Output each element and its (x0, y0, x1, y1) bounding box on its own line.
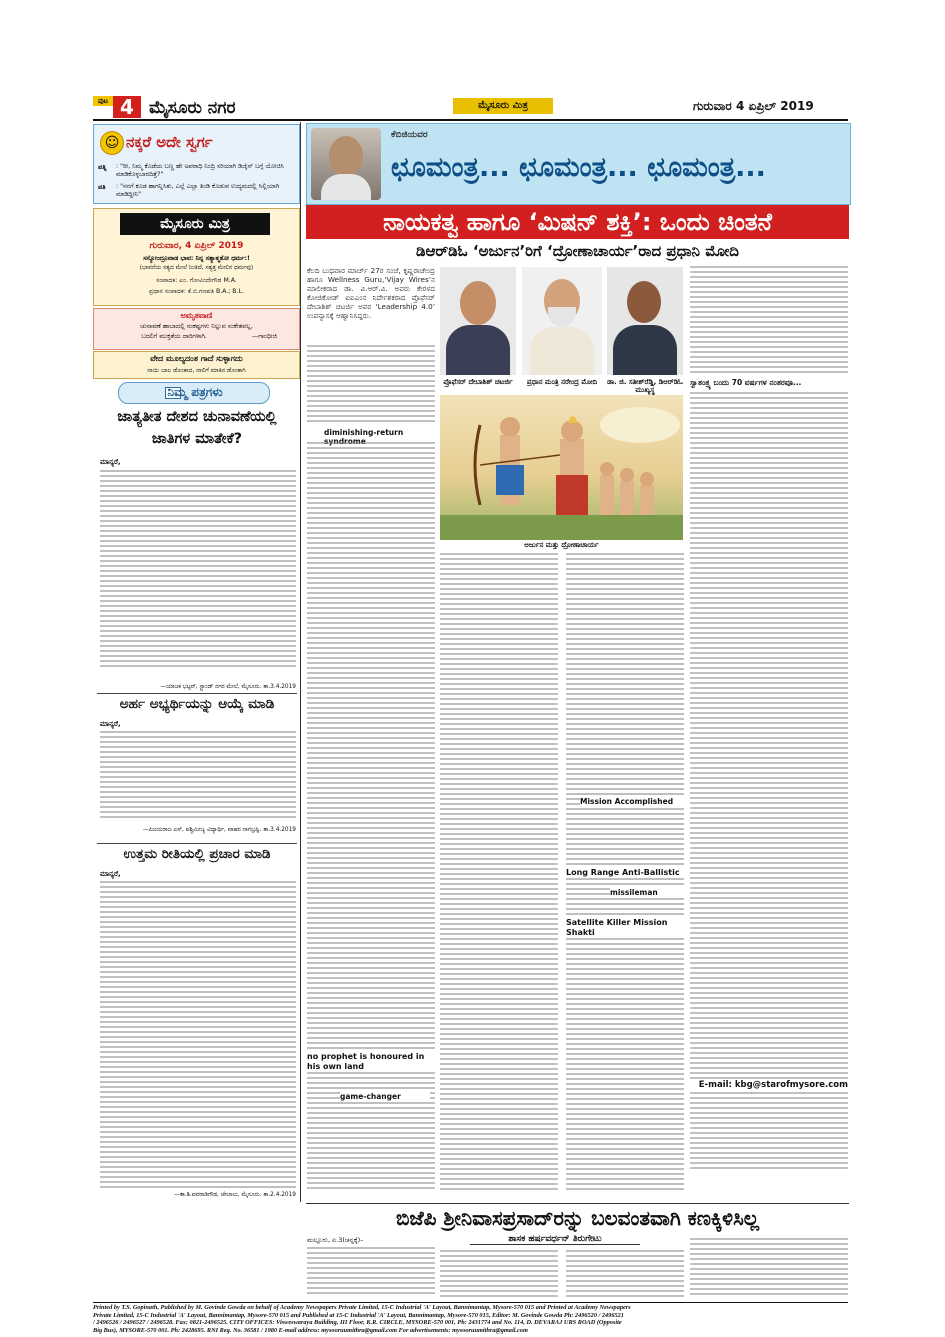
article-en2: Mission Accomplished (580, 797, 684, 806)
painting-arjuna-drona (440, 395, 683, 540)
veda-line2: ನಾಯಿ ಬಾಲ ಡೊಂಕಾದ, ನಾಲಿಗೆ ಮಾತಿನ ಡೊಂಕಾಗಿ (147, 367, 246, 374)
amrita-line2: ಬದಲಿಗೆ ಮುಕ್ತತೆಯ ದಾರಿಗಳಾಗಿ. (141, 333, 207, 340)
article-subhead-70years: ಸ್ವಾತಂತ್ರ್ಯ ಬಂದು 70 ವರ್ಷಗಳ ನಂತರವೂ... (690, 378, 802, 387)
article-intro: ಕೆಲದಿ ಬುಧವಾರ ಮಾರ್ಚ್ 27ರ ಸಂಜೆ, ಕೃಷ್ಣರಾಜೇಂದ್ರ ಹಾಗೂ Wellness Guru,‘Vijay Wires’ನ ಮಾಲೀಕರಾದ ಡಾ. ವಿ.ಆರ್.ವಿ. ಅವರು ಕೇರಳದ ಕೋಜಿಕೋಡ್ ಐಐಎಂನ ನಿರ್ದೇಶಕರಾದ ಪ್ರೊಫೆಸರ್ ದೇಬಾಶಿಶ್ ಚಟರ್ಜಿ ಅವರ ‘Leadership 4.0’ ಉಪನ್ಯಾಸಕ್ಕೆ ಆಹ್ವಾನಿಸಿದ್ದರು. (307, 266, 435, 320)
page-header (93, 96, 848, 120)
article-en7: game-changer (340, 1092, 430, 1101)
amrita-author: —ಗಾಂಧೀಜಿ (252, 333, 277, 340)
mitra-publisher: ಪ್ರಧಾನ ಸಂಪಾದಕ: ಕೆ.ಬಿ.ಗಣಪತಿ B.A.; B.L. (149, 288, 244, 295)
header-rule (93, 119, 848, 121)
letter2-sign: —ಪಿಜಯರಾಜ ಎಸ್, ಪಶ್ಚಿಮೀಜ್ಯ ವಿದ್ಯಾರ್ಥಿ, ವಾಹನ ನಾಗಭ್ರಷ್ಟಿ. ತಾ.3.4.2019 (142, 827, 296, 833)
column-title: ಛೂಮಂತ್ರ... ಛೂಮಂತ್ರ... ಛೂಮಂತ್ರ... (391, 152, 766, 183)
letter2-body (100, 731, 296, 823)
footer-line3: / 2496526 / 2496527 / 2496528. Fax: 0821-2496525. CITY OFFICES: Visweswaraya Building, III Floor, K.R. CIRCLE, MYSORE-570 001, Ph: 2431774 and No. 114, D. DEVARAJ URS ROAD (Opposite (93, 1319, 622, 1327)
letter1-body (100, 470, 296, 680)
footer (93, 1304, 848, 1334)
photo-chatterjee (440, 267, 516, 375)
bottom-col3 (566, 1250, 684, 1299)
article-col1-body2 (307, 442, 435, 1202)
letters-banner (118, 382, 270, 404)
photo-reddy-caption: ಡಾ. ಜಿ. ಸತೀಶ್‌ರೆಡ್ಡಿ, ಡಿಆರ್‌ಡಿಓ ಮುಖ್ಯಸ್ಥ (607, 378, 683, 394)
article-col4-body (690, 266, 848, 374)
bottom-col1 (307, 1247, 435, 1299)
main-subheadline: ಡಿಆರ್‌ಡಿಓ ‘ಅರ್ಜುನ’ರಿಗೆ ‘ದ್ರೋಣಾಚಾರ್ಯ’ರಾದ ಪ್ರಧಾನಿ ಮೋದಿ (416, 242, 739, 260)
letter1-salutation: ಮಾನ್ಯರೆ, (100, 458, 121, 466)
mitra-logo: ಮೈಸೂರು ಮಿತ್ರ (120, 213, 270, 235)
column-email: E-mail: kbg@starofmysore.com (690, 1080, 848, 1090)
veda-box (93, 351, 300, 379)
letter2-title: ಅರ್ಹ ಅಭ್ಯರ್ಥಿಯನ್ನು ಆಯ್ಕೆ ಮಾಡಿ (119, 696, 275, 712)
letter1-title: ಜಾತ್ಯತೀತ ದೇಶದ ಚುನಾವಣೆಯಲ್ಲಿ ಜಾತಿಗಳ ಮಾತೇಕೆ? (117, 409, 277, 447)
bottom-headline: ಬಿಜೆಪಿ ಶ್ರೀನಿವಾಸಪ್ರಸಾದ್‌ರನ್ನು ಬಲವಂತವಾಗಿ ಕಣಕ್ಕಿಳಿಸಿಲ್ಲ (395, 1206, 760, 1230)
letter2-salutation: ಮಾನ್ಯರೆ, (100, 720, 121, 728)
page-number: 4 (113, 96, 141, 118)
article-col1-body (307, 345, 435, 425)
joke-a-label: ಪತಿ (98, 183, 106, 191)
column-header (306, 123, 851, 205)
joke-box (93, 124, 300, 204)
section-title: ಮೈಸೂರು ನಗರ (149, 98, 236, 118)
photo-modi (522, 267, 602, 375)
bottom-col2 (440, 1250, 558, 1299)
amrita-title: ಅಮೃತವಾಣಿ (180, 311, 213, 320)
author-photo (311, 128, 381, 200)
column-label: ಕೆಬಿಜಿಯವರ (391, 130, 428, 140)
mitra-editor: ಸಂಪಾದಕ: ಎಂ. ಗೋವಿಂದೇಗೌಡ M.A. (156, 277, 237, 284)
masthead: ಮೈಸೂರು ಮಿತ್ರ (453, 98, 553, 114)
divider (97, 693, 297, 694)
joke-q-text: : "ರೀ, ನಿಮ್ಮ ಕೊಡೆಯ ಬಣ್ಣ ಹೇ ಅಪರಾಧಿ ನಿಂದ್ರಿ ಸರಿಯಾಗಿ ಡಿಜೈನ್ ಬಗ್ಗೆ ಯೋಚಿಸಿ ಮಾಡಿಕೊಳ್ಳಬಾರದಿತ್ತೆ?" (116, 163, 284, 178)
laughing-face-icon: ☺ (100, 131, 124, 155)
joke-a-text: : "ನನಗೆ ಕೂಡ ಹಾಗನ್ನಿಸಿತು, ಎಲ್ಲೆ ಎಲ್ಲಾ ತಿಂಡಿ ಕೊಡುವ ಉದ್ಯಮದಲ್ಲಿ ಸಿಲ್ಲಿಯಾಗಿ ಮಾಡಿದ್ದೀನಿ" (116, 183, 280, 198)
article-col2-body (440, 553, 558, 1193)
article-en1: diminishing-return (324, 428, 404, 437)
mitra-line1: ಸಸ್ಯೋಂದ್ರೂವಾಡ ಭಾವ: ನಿನ್ನ ಸತ್ಯಾತ್ಮತೋ ಧರ್ಮ:! (143, 255, 250, 262)
article-en6: no prophet is honoured in his own land (307, 1052, 435, 1072)
letter3-title: ಉತ್ತಮ ರೀತಿಯಲ್ಲಿ ಪ್ರಚಾರ ಮಾಡಿ (123, 846, 271, 862)
article-en4: missileman (610, 888, 684, 897)
photo-reddy (607, 267, 683, 375)
main-headline: ನಾಯಕತ್ವ ಹಾಗೂ ‘ಮಿಷನ್ ಶಕ್ತಿ’: ಒಂದು ಚಿಂತನೆ (306, 205, 849, 239)
page-label: ಪುಟ (93, 96, 113, 106)
letter3-salutation: ಮಾನ್ಯರೆ, (100, 870, 121, 878)
letters-banner-text: ನಿಮ್ಮ ಪತ್ರಗಳು (167, 385, 223, 399)
letter3-sign: —ತಾ.ಶಿ.ಪವರಾಡಿಗೌಡ, ಜೇಲಾಲು, ಮೈಸೂರು. ತಾ.2.4.2019 (173, 1192, 296, 1198)
joke-q-label: ಪತ್ನಿ (98, 163, 107, 171)
article-col4-body2 (690, 392, 848, 1170)
letter1-sign: —ಯಾಜಕ ಭಟ್ಟರ್, ಸ್ಟ್ರಾಂಡ್ ನಗರ ಮೇಲೆ, ಮೈಸೂರು. ತಾ.3.4.2019 (160, 684, 296, 690)
photo-modi-caption: ಪ್ರಧಾನ ಮಂತ್ರಿ ನರೇಂದ್ರ ಮೋದಿ (526, 378, 598, 386)
bottom-col4 (690, 1238, 848, 1299)
bottom-article-rule (306, 1203, 849, 1204)
bottom-subhead: ಶಾಸಕ ಹರ್ಷವರ್ಧನ್ ತಿರುಗೇಟು (470, 1234, 640, 1245)
column-separator (300, 122, 301, 1202)
mitra-date: ಗುರುವಾರ, 4 ಏಪ್ರಿಲ್ 2019 (149, 241, 244, 251)
footer-rule (93, 1302, 848, 1303)
article-en3: Long Range Anti-Ballistic (566, 868, 684, 878)
footer-line4: Big Bus), MYSORE-570 001. Ph: 2428695. RNI Reg. No. 36581 / 1980 E-mail address: mysooruumithra@gmail.com For advertisements: mysooruumithra@gmail.com (93, 1326, 528, 1334)
amrita-line1: ಚುನಾವಣೆ ಹಾಬಾದಲ್ಲಿ ಸಂಕಷ್ಟಗಳು ನಿಲ್ಲುವ ಸಂಕೇತವಲ್ಲ, (140, 323, 253, 330)
footer-line2: Private Limited, 15-C Industrial 'A' Layout, Bannimantap, Mysore-570 015 and Published at 15-C Industrial 'A' Layout, Bannimantap, Mysore-570 015, Editor: M. Govinde Gowda Ph: 2496520 / 2496521 (93, 1311, 624, 1319)
letter3-body (100, 881, 296, 1191)
veda-line1: ವೇದ ಮೂಲ್ಯದಂತ ಗಾದೆ ಸುಳ್ಳಾಗದು (150, 354, 243, 363)
bottom-dateline: ಮಲ್ಲೂರು, ಏ.3(ಚನ್ನಕ್ಕೆ)– (307, 1236, 364, 1244)
photo-chatterjee-caption: ಪ್ರೊಫೆಸರ್ ದೇಬಾಶಿಶ್ ಚಟರ್ಜಿ (443, 378, 513, 386)
divider (97, 843, 297, 844)
painting-caption: ಅರ್ಜುನ ಮತ್ತು ದ್ರೋಣಾಚಾರ್ಯ (524, 541, 599, 549)
header-date: ಗುರುವಾರ 4 ಏಪ್ರಿಲ್ 2019 (693, 99, 814, 113)
footer-line1: Printed by T.S. Gopinath, Published by M. Govinde Gowda on behalf of Academy Newspapers Private Limited, 15-C Industrial 'A' Layout, Bannimantap, Mysore-570 015 and Printed at Academy Newspapers (93, 1304, 631, 1311)
article-en5: Satellite Killer Mission Shakti (566, 918, 684, 938)
mitra-box (93, 208, 300, 306)
mitra-line2: (ಭಾವನೆಯ ಸತ್ಯದ ಮೇಲೆ ನಿಂತಿದೆ, ಸತ್ಯತ್ತ ಮೇಲಿನ ಧರ್ಮವು) (139, 265, 254, 271)
amrita-box (93, 308, 300, 350)
joke-title: ನಕ್ಕರೆ ಅದೇ ಸ್ವರ್ಗ (126, 133, 213, 151)
